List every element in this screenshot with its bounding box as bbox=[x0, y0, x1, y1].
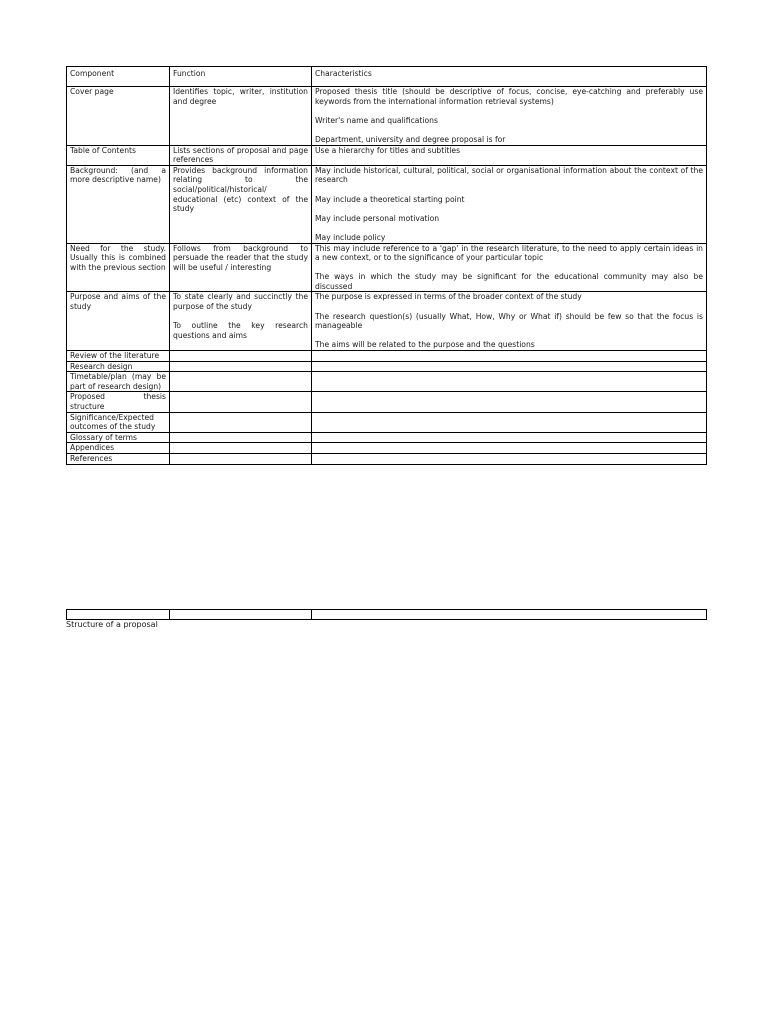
empty-table-row bbox=[66, 609, 707, 620]
component-cell bbox=[67, 361, 170, 372]
characteristics-cell bbox=[312, 165, 707, 243]
function-cell bbox=[170, 412, 312, 432]
function-cell bbox=[170, 453, 312, 464]
table-row bbox=[67, 292, 707, 351]
function-cell bbox=[170, 165, 312, 243]
cell-text: Research design bbox=[70, 361, 133, 371]
cell-text: Cover page bbox=[70, 87, 114, 96]
table-header-row bbox=[67, 67, 707, 87]
function-cell bbox=[170, 292, 312, 351]
characteristics-cell bbox=[312, 453, 707, 464]
component-cell bbox=[67, 87, 170, 146]
characteristics-cell bbox=[312, 145, 707, 165]
table-row bbox=[67, 87, 707, 146]
component-cell bbox=[67, 243, 170, 292]
cell-paragraph: The aims will be related to the purpose and the questions bbox=[315, 340, 535, 350]
cell-text: Glossary of terms bbox=[70, 432, 137, 442]
cell-paragraph: May include personal motivation bbox=[315, 213, 440, 223]
empty-cell bbox=[67, 610, 170, 620]
function-cell bbox=[170, 243, 312, 292]
table-row bbox=[67, 165, 707, 243]
function-cell bbox=[170, 351, 312, 362]
cell-text: Significance/Expected outcomes of the study bbox=[70, 412, 156, 432]
table-row bbox=[67, 372, 707, 392]
cell-paragraph: Proposed thesis title (should be descriptive of focus, concise, eye-catching and preferably use keywords from the international information retrieval systems) bbox=[315, 87, 703, 106]
cell-paragraph: May include a theoretical starting point bbox=[315, 194, 465, 204]
component-cell bbox=[67, 292, 170, 351]
component-cell bbox=[67, 145, 170, 165]
table-caption: Structure of a proposal bbox=[66, 620, 158, 629]
table-body bbox=[67, 67, 707, 465]
characteristics-cell bbox=[312, 243, 707, 292]
header-characteristics: Characteristics bbox=[312, 67, 707, 87]
table-row bbox=[67, 412, 707, 432]
characteristics-cell bbox=[312, 443, 707, 454]
table-row bbox=[67, 432, 707, 443]
cell-text: Background: (and a more descriptive name) bbox=[70, 165, 166, 185]
table-row bbox=[67, 361, 707, 372]
cell-text: Follows from background to persuade the reader that the study will be useful / interesting bbox=[173, 243, 308, 272]
table-row bbox=[67, 610, 707, 620]
cell-text: Need for the study. Usually this is combined with the previous section bbox=[70, 243, 166, 272]
table-row bbox=[67, 351, 707, 362]
component-cell bbox=[67, 432, 170, 443]
cell-text: Lists sections of proposal and page references bbox=[173, 145, 308, 165]
cell-paragraph: To state clearly and succinctly the purpose of the study bbox=[173, 292, 308, 312]
proposal-structure-table bbox=[66, 66, 707, 465]
component-cell bbox=[67, 372, 170, 392]
function-cell bbox=[170, 392, 312, 412]
cell-text: Appendices bbox=[70, 443, 115, 453]
cell-paragraph: To outline the key research questions and aims bbox=[173, 321, 308, 340]
function-cell bbox=[170, 372, 312, 392]
table-row bbox=[67, 392, 707, 412]
cell-paragraph: The ways in which the study may be significant for the educational community may also be discussed bbox=[315, 272, 703, 291]
characteristics-cell bbox=[312, 372, 707, 392]
cell-text: Identifies topic, writer, institution and degree bbox=[173, 87, 308, 106]
function-cell bbox=[170, 443, 312, 454]
cell-text: Proposed thesis structure bbox=[70, 392, 166, 411]
empty-cell bbox=[170, 610, 312, 620]
cell-paragraph: Writer's name and qualifications bbox=[315, 115, 438, 125]
cell-paragraph: May include historical, cultural, political, social or organisational information about the context of the research bbox=[315, 165, 703, 185]
component-cell bbox=[67, 443, 170, 454]
cell-text: Review of the literature bbox=[70, 351, 160, 361]
component-cell bbox=[67, 412, 170, 432]
table-row bbox=[67, 453, 707, 464]
characteristics-cell bbox=[312, 432, 707, 443]
cell-text: References bbox=[70, 453, 113, 463]
empty-cell bbox=[312, 610, 707, 620]
characteristics-cell bbox=[312, 87, 707, 146]
table-row bbox=[67, 243, 707, 292]
cell-text: Purpose and aims of the study bbox=[70, 292, 166, 312]
component-cell bbox=[67, 165, 170, 243]
function-cell bbox=[170, 87, 312, 146]
characteristics-cell bbox=[312, 361, 707, 372]
cell-text: Table of Contents bbox=[70, 145, 136, 155]
cell-paragraph: Use a hierarchy for titles and subtitles bbox=[315, 145, 461, 155]
header-component: Component bbox=[67, 67, 170, 87]
characteristics-cell bbox=[312, 392, 707, 412]
cell-paragraph: May include policy bbox=[315, 232, 386, 242]
component-cell bbox=[67, 351, 170, 362]
component-cell bbox=[67, 392, 170, 412]
function-cell bbox=[170, 145, 312, 165]
function-cell bbox=[170, 432, 312, 443]
cell-paragraph: The research question(s) (usually What, How, Why or What if) should be few so that the focus is manageable bbox=[315, 311, 703, 331]
characteristics-cell bbox=[312, 292, 707, 351]
cell-paragraph: This may include reference to a 'gap' in the research literature, to the need to apply certain ideas in a new context, or to the significance of your particular topic bbox=[315, 243, 703, 263]
function-cell bbox=[170, 361, 312, 372]
component-cell bbox=[67, 453, 170, 464]
cell-paragraph: Department, university and degree proposal is for bbox=[315, 134, 506, 144]
cell-paragraph: The purpose is expressed in terms of the broader context of the study bbox=[315, 292, 582, 302]
cell-text: Provides background information relating to the social/political/historical/ educational (etc) context of the study bbox=[173, 165, 308, 214]
table-row bbox=[67, 145, 707, 165]
characteristics-cell bbox=[312, 412, 707, 432]
characteristics-cell bbox=[312, 351, 707, 362]
cell-text: Timetable/plan (may be part of research design) bbox=[70, 372, 166, 391]
table-row bbox=[67, 443, 707, 454]
header-function: Function bbox=[170, 67, 312, 87]
